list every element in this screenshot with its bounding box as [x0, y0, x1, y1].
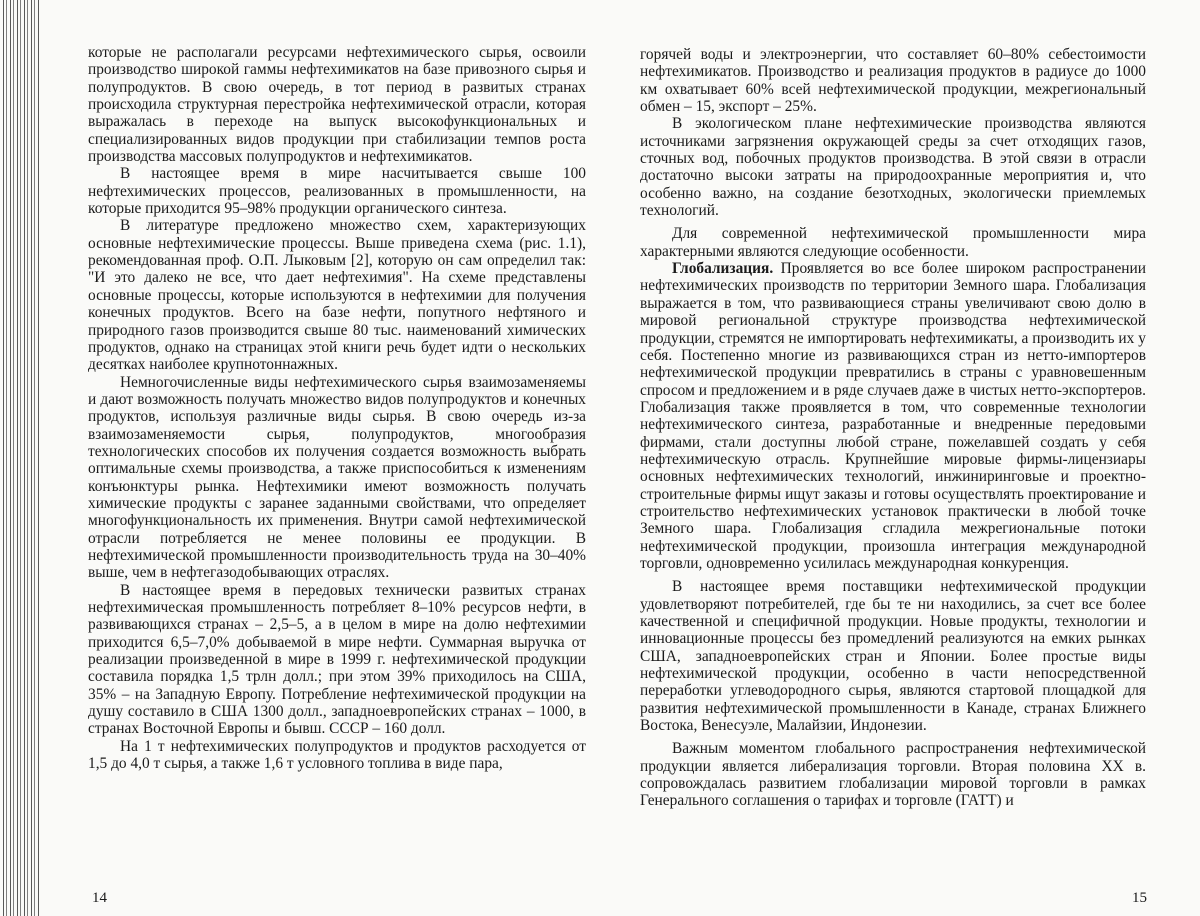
- left-paragraph-1: которые не располагали ресурсами нефтехимического сырья, освоили производство широкой гаммы нефтехимикатов на базе привозного сырья и полупродуктов. В свою очередь, в тот период в развитых странах происходила структурная перестройка нефтехимической отрасли, которая выражалась в переходе на выпуск высокофункциональных и специализированных видов продукции при стабилизации темпов роста производства массовых полупродуктов и нефтехимикатов.: [88, 44, 586, 166]
- globalization-paragraph: [640, 260, 1146, 572]
- left-paragraph-5: В настоящее время в передовых технически развитых странах нефтехимическая промышленность потребляет 8–10% ресурсов нефти, в развивающихся странах – 2,5–5, а в целом в мире на долю нефтехимии приходится 6,5–7,0% добываемой в мире нефти. Суммарная выручка от реализации произведенной в мире в 1999 г. нефтехимической продукции составила порядка 1,5 трлн долл.; при этом 39% приходилось на США, 35% – на Западную Европу. Потребление нефтехимической продукции на душу составило в США 1300 долл., западноевропейских странах – 1000, в странах Восточной Европы и бывш. СССР – 160 долл.: [88, 581, 586, 738]
- left-paragraph-4: Немногочисленные виды нефтехимического сырья взаимозаменяемы и дают возможность получать множество видов полупродуктов и конечных продуктов, используя различные виды сырья. В свою очередь из-за взаимозаменяемости сырья, полупродуктов, многообразия технологических способов их получения создается возможность выбрать оптимальные схемы производства, а также приспособиться к изменениям конъюнктуры рынка. Нефтехимики имеют возможность получать химические продукты с заранее заданными свойствами, что определяет многофункциональность их применения. Внутри самой нефтехимической отрасли потребляется не менее половины ее продукции. В нефтехимической промышленности производительность труда на 30–40% выше, чем в нефтегазодобывающих отраслях.: [88, 373, 586, 582]
- right-paragraph-3: Для современной нефтехимической промышленности мира характерными являются следующие особенности.: [640, 225, 1146, 260]
- left-paragraph-3: В литературе предложено множество схем, характеризующих основные нефтехимические процессы. Выше приведена схема (рис. 1.1), рекомендованная проф. О.П. Лыковым [2], которую он сам определил так: "И это далеко не все, что дает нефтехимия". На схеме представлены основные процессы, которые используются в нефтехимии для получения конечных продуктов. Всего на базе нефти, попутного нефтяного и природного газов производится свыше 80 тыс. наименований химических продуктов, однако на страницах этой книги речь будет идти о нескольких десятках наиболее крупнотоннажных.: [88, 217, 586, 374]
- left-paragraph-6: На 1 т нефтехимических полупродуктов и продуктов расходуется от 1,5 до 4,0 т сырья, а также 1,6 т условного топлива в виде пара,: [88, 737, 586, 773]
- globalization-heading: Глобализация.: [672, 260, 774, 278]
- left-paragraph-2: В настоящее время в мире насчитывается свыше 100 нефтехимических процессов, реализованных в промышленности, на которые приходится 95–98% продукции органического синтеза.: [88, 165, 586, 218]
- right-paragraph-6: Важным моментом глобального распространения нефтехимической продукции является либерализация торговли. Вторая половина XX в. сопровождалась развитием глобализации мировой торговли в рамках Генерального соглашения о тарифах и торговле (ГАТТ) и: [640, 740, 1146, 810]
- right-paragraph-1: горячей воды и электроэнергии, что составляет 60–80% себестоимости нефтехимикатов. Производство и реализация продуктов в радиусе до 1000 км охватывает 60% всей нефтехимической продукции, межрегиональный обмен – 15, экспорт – 25%.: [640, 46, 1146, 116]
- page-number-left: 14: [92, 890, 107, 906]
- book-spine: [0, 0, 40, 916]
- right-paragraph-5: В настоящее время поставщики нефтехимической продукции удовлетворяют потребителей, где бы те ни находились, за счет все более качественной и специфичной продукции. Новые продукты, технологии и инновационные процессы без промедлений реализуются на емких рынках США, западноевропейских стран и Японии. Более простые виды нефтехимической продукции, особенно в части непосредственной переработки углеводородного сырья, являются стартовой площадкой для развития нефтехимической промышленности в Канаде, странах Ближнего Востока, Венесуэле, Малайзии, Индонезии.: [640, 578, 1146, 735]
- right-page: [640, 46, 1146, 810]
- left-page: [88, 44, 586, 772]
- globalization-text: Проявляется во все более широком распространении нефтехимических производств по территории Земного шара. Глобализация выражается в том, что развивающиеся страны увеличивают свою долю в мировой региональной структуре производства нефтехимической продукции, стремятся не импортировать нефтехимикаты, а производить их у себя. Постепенно многие из развивающихся стран из нетто-импортеров нефтехимической продукции превратились в страны с уравновешенным спросом и предложением и в ряде случаев даже в чистых нетто-экспортеров. Глобализация также проявляется в том, что современные технологии нефтехимического синтеза, разработанные и внедренные передовыми фирмами, стали доступны любой стране, пожелавшей создать у себя нефтехимическую отрасль. Крупнейшие мировые фирмы-лицензиары основных нефтехимических технологий, инжиниринговые и проектно-строительные фирмы ищут заказы и готовы осуществлять проектирование и строительство нефтехимических установок практически в любой точке Земного шара. Глобализация сгладила межрегиональные потоки нефтехимической продукции, произошла интеграция международной торговли, одновременно усилилась международная конкуренция.: [640, 260, 1146, 572]
- right-paragraph-2: В экологическом плане нефтехимические производства являются источниками загрязнения окружающей среды за счет отходящих газов, сточных вод, побочных продуктов производства. В этой связи в отрасли достаточно высоки затраты на природоохранные мероприятия и, что особенно важно, на создание безотходных, экологически приемлемых технологий.: [640, 115, 1146, 220]
- page-number-right: 15: [1132, 890, 1147, 906]
